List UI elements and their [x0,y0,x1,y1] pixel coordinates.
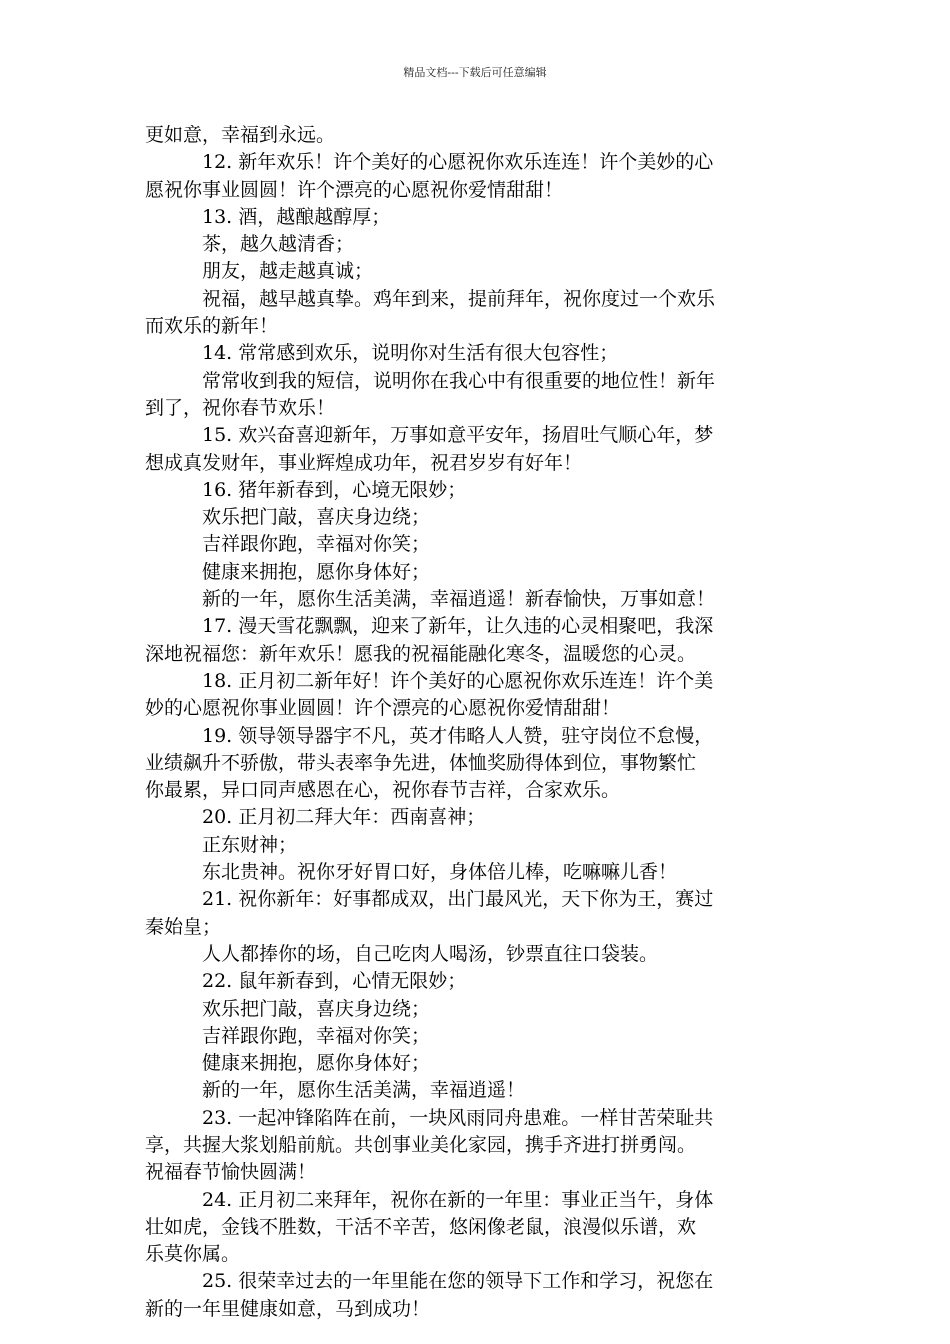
text-line: 更如意，幸福到永远。 [145,124,336,146]
text-line: 业绩飙升不骄傲，带头表率争先进，体恤奖励得体到位，事物繁忙 [145,751,697,774]
text-line: 想成真发财年，事业辉煌成功年，祝君岁岁有好年！ [145,451,583,474]
text-line: 吉祥跟你跑，幸福对你笑； [202,1024,431,1047]
text-line: 16. 猪年新春到，心境无限妙； [202,478,467,501]
text-line: 常常收到我的短信，说明你在我心中有很重要的地位性！新年 [202,369,716,392]
page-header: 精品文档---下载后可任意编辑 [403,66,547,79]
text-line: 健康来拥抱，愿你身体好； [202,1052,431,1075]
text-line: 17. 漫天雪花飘飘，迎来了新年，让久违的心灵相聚吧，我深 [202,615,714,638]
document-body [145,122,810,1323]
text-line: 12. 新年欢乐！许个美好的心愿祝你欢乐连连！许个美妙的心 [202,151,714,174]
text-line: 深地祝福您：新年欢乐！愿我的祝福能融化寒冬，温暖您的心灵。 [145,642,697,665]
text-line: 茶，越久越清香； [202,233,355,256]
text-line: 15. 欢兴奋喜迎新年，万事如意平安年，扬眉吐气顺心年，梦 [202,424,714,447]
text-line: 新的一年里健康如意，马到成功！ [145,1297,431,1320]
text-line: 东北贵神。祝你牙好胃口好，身体倍儿棒，吃嘛嘛儿香！ [202,861,678,884]
text-line: 壮如虎，金钱不胜数，干活不辛苦，悠闲像老鼠，浪漫似乐谱，欢 [145,1215,697,1238]
text-line: 18. 正月初二新年好！许个美好的心愿祝你欢乐连连！许个美 [202,669,714,692]
text-line: 25. 很荣幸过去的一年里能在您的领导下工作和学习，祝您在 [202,1270,714,1293]
text-line: 23. 一起冲锋陷阵在前，一块风雨同舟患难。一样甘苦荣耻共 [202,1106,714,1129]
text-line: 22. 鼠年新春到，心情无限妙； [202,970,467,993]
text-line: 13. 酒，越酿越醇厚； [202,205,391,228]
text-line: 新的一年，愿你生活美满，幸福逍遥！新春愉快，万事如意！ [202,588,716,611]
text-line: 乐莫你属。 [145,1243,241,1266]
text-line: 享，共握大浆划船前航。共创事业美化家园，携手齐进打拼勇闯。 [145,1133,697,1156]
text-line: 朋友，越走越真诚； [202,260,374,283]
text-line: 新的一年，愿你生活美满，幸福逍遥！ [202,1079,526,1102]
text-line: 欢乐把门敲，喜庆身边绕； [202,506,431,529]
text-line: 到了，祝你春节欢乐！ [145,396,336,419]
text-line: 吉祥跟你跑，幸福对你笑； [202,533,431,556]
text-line: 20. 正月初二拜大年：西南喜神； [202,806,486,829]
text-line: 人人都捧你的场，自己吃肉人喝汤，钞票直往口袋装。 [202,942,659,965]
text-line: 欢乐把门敲，喜庆身边绕； [202,997,431,1020]
text-line: 秦始皇； [145,915,222,938]
text-line: 而欢乐的新年！ [145,315,279,338]
text-line: 24. 正月初二来拜年，祝你在新的一年里：事业正当午，身体 [202,1188,714,1211]
text-line: 14. 常常感到欢乐，说明你对生活有很大包容性； [202,342,619,365]
text-line: 19. 领导领导器宇不凡，英才伟略人人赞，驻守岗位不怠慢， [202,724,714,747]
text-line: 妙的心愿祝你事业圆圆！许个漂亮的心愿祝你爱情甜甜！ [145,697,621,720]
text-line: 正东财神； [202,833,298,856]
text-line: 21. 祝你新年：好事都成双，出门最风光，天下你为王，赛过 [202,888,714,911]
text-line: 祝福，越早越真挚。鸡年到来，提前拜年，祝你度过一个欢乐 [202,287,716,310]
text-line: 祝福春节愉快圆满！ [145,1161,317,1184]
text-line: 健康来拥抱，愿你身体好； [202,560,431,583]
text-line: 愿祝你事业圆圆！许个漂亮的心愿祝你爱情甜甜！ [145,178,564,201]
text-line: 你最累，异口同声感恩在心，祝你春节吉祥，合家欢乐。 [145,779,621,802]
